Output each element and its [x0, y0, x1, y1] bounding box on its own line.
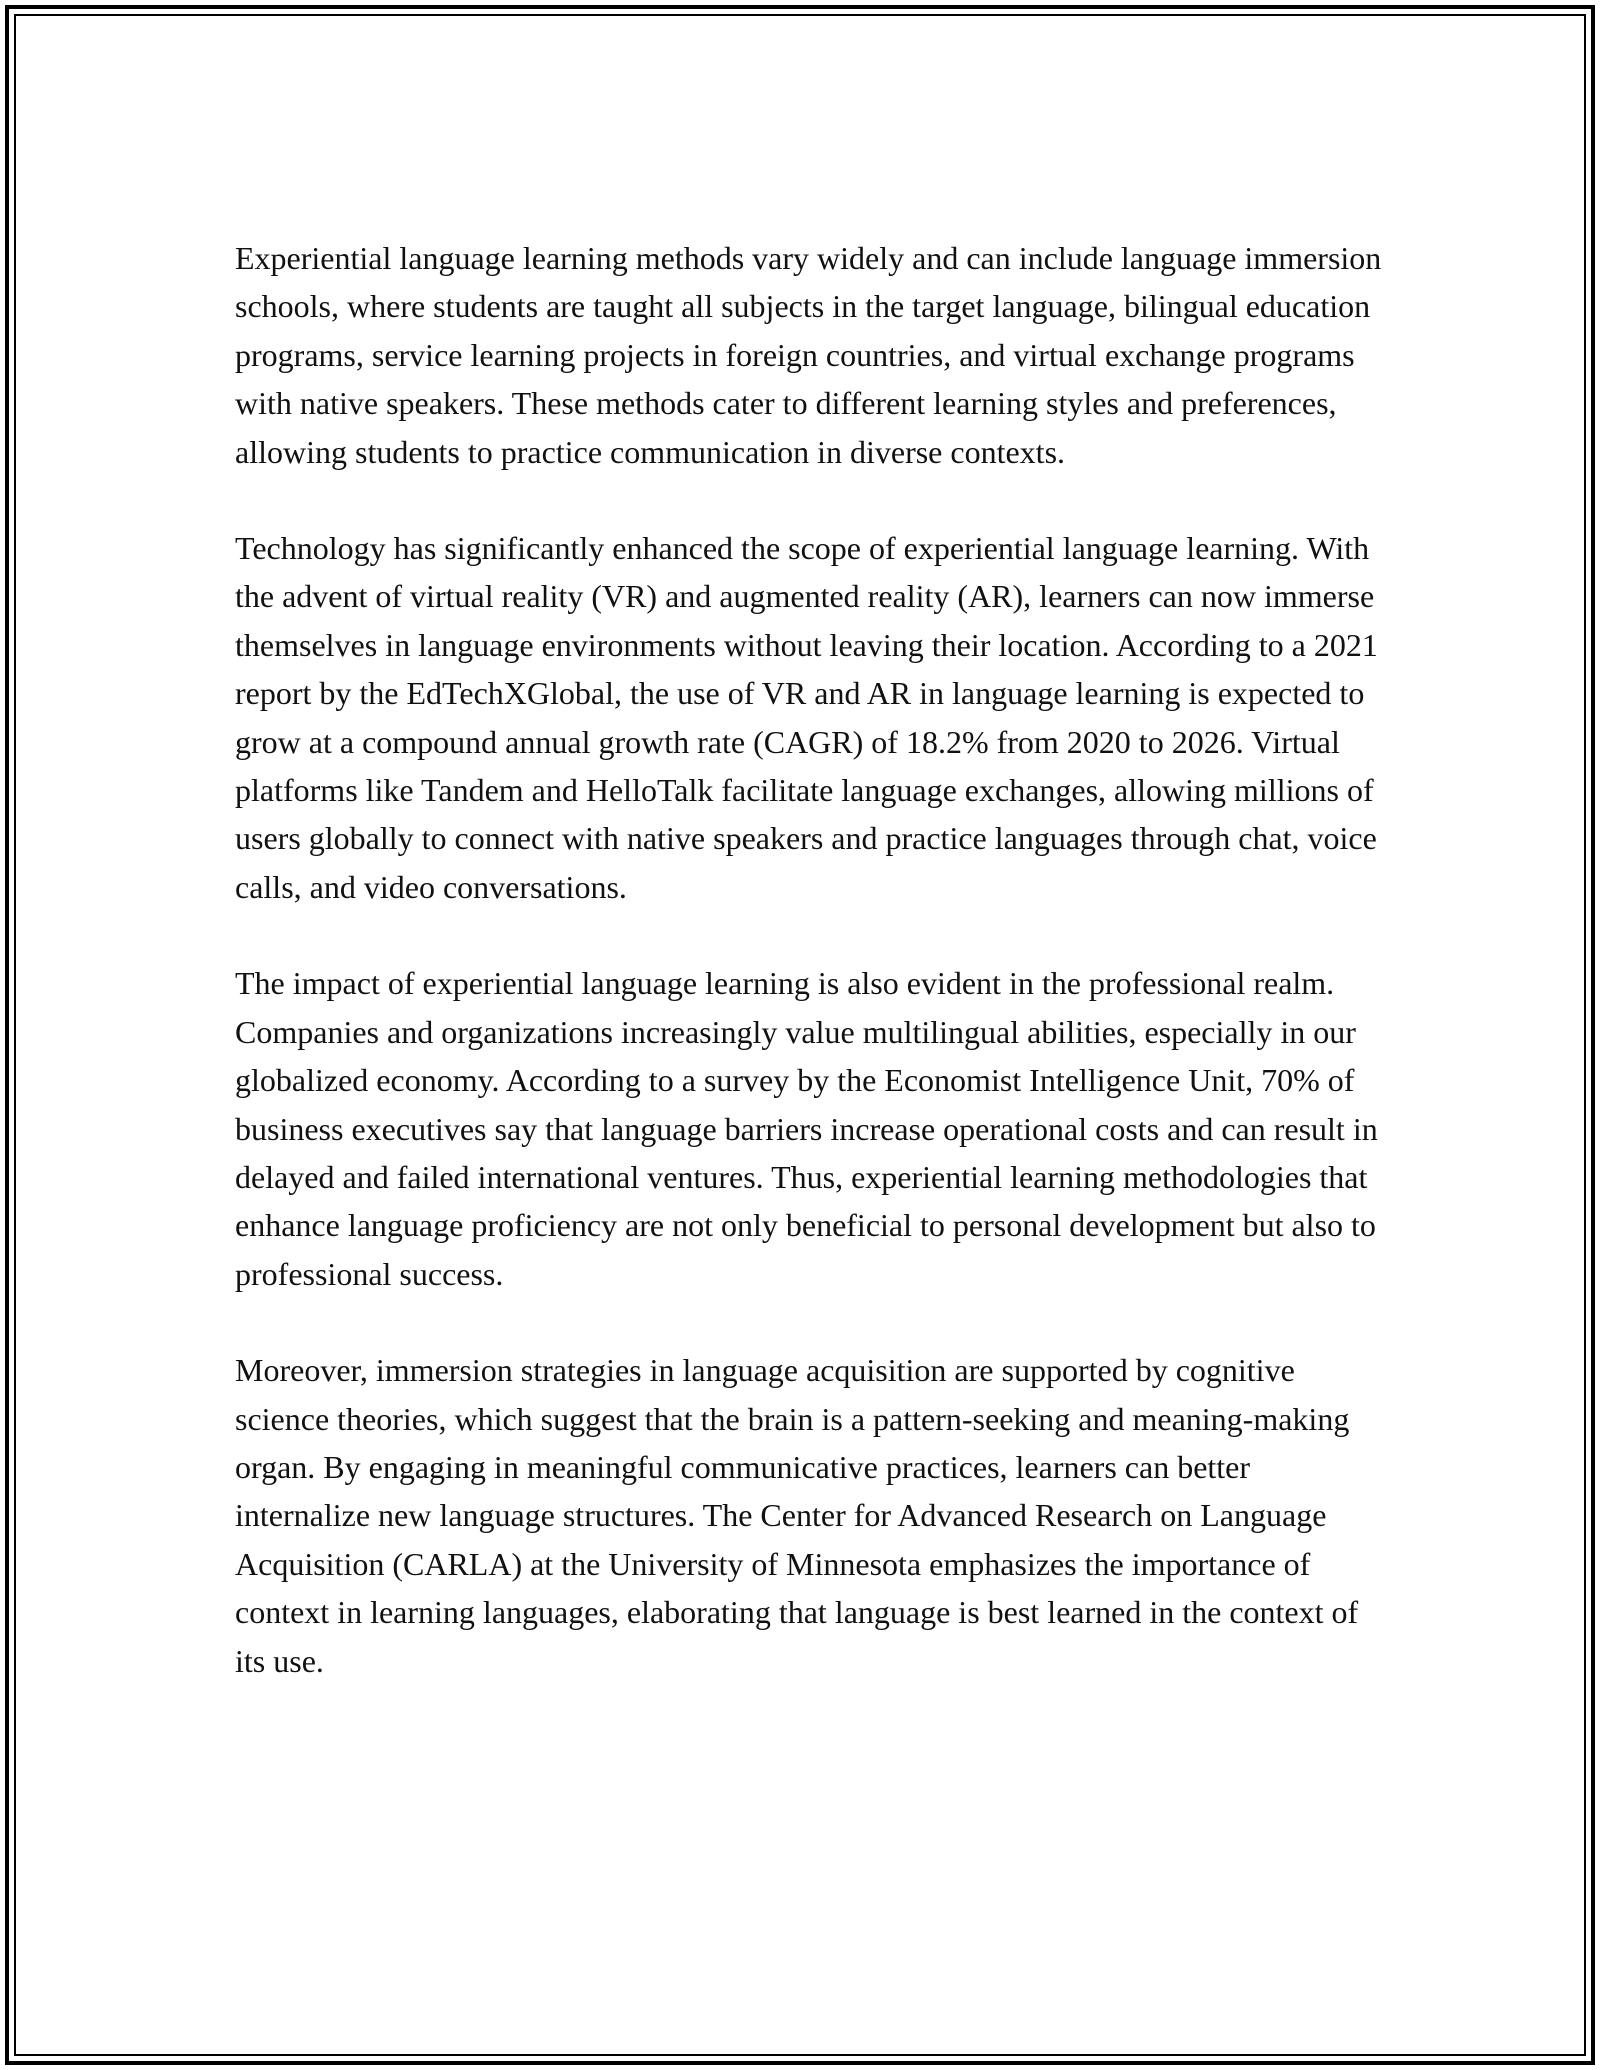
document-body — [235, 234, 1385, 1733]
paragraph-experiential-methods: Experiential language learning methods vary widely and can include language immersion schools, where students are taught all subjects in the target language, bilingual education programs, service learning projects in foreign countries, and virtual exchange programs with native speakers. These methods cater to different learning styles and preferences, allowing students to practice communication in diverse contexts. — [235, 240, 1382, 470]
paragraph-cognitive-science: Moreover, immersion strategies in language acquisition are supported by cognitive science theories, which suggest that the brain is a pattern-seeking and meaning-making organ. By engaging in meaningful communicative practices, learners can better internalize new language structures. The Center for Advanced Research on Language Acquisition (CARLA) at the University of Minnesota emphasizes the importance of context in learning languages, elaborating that language is best learned in the context of its use. — [235, 1352, 1359, 1679]
paragraph-technology: Technology has significantly enhanced the scope of experiential language learning. With the advent of virtual reality (VR) and augmented reality (AR), learners can now immerse themselves in language environments without leaving their location. According to a 2021 report by the EdTechXGlobal, the use of VR and AR in language learning is expected to grow at a compound annual growth rate (CAGR) of 18.2% from 2020 to 2026. Virtual platforms like Tandem and HelloTalk facilitate language exchanges, allowing millions of users globally to connect with native speakers and practice languages through chat, voice calls, and video conversations. — [235, 530, 1378, 905]
paragraph-professional-impact: The impact of experiential language learning is also evident in the professional realm. Companies and organizations increasingly value multilingual abilities, especially in our globalized economy. According to a survey by the Economist Intelligence Unit, 70% of business executives say that language barriers increase operational costs and can result in delayed and failed international ventures. Thus, experiential learning methodologies that enhance language proficiency are not only beneficial to personal development but also to professional success. — [235, 965, 1378, 1292]
